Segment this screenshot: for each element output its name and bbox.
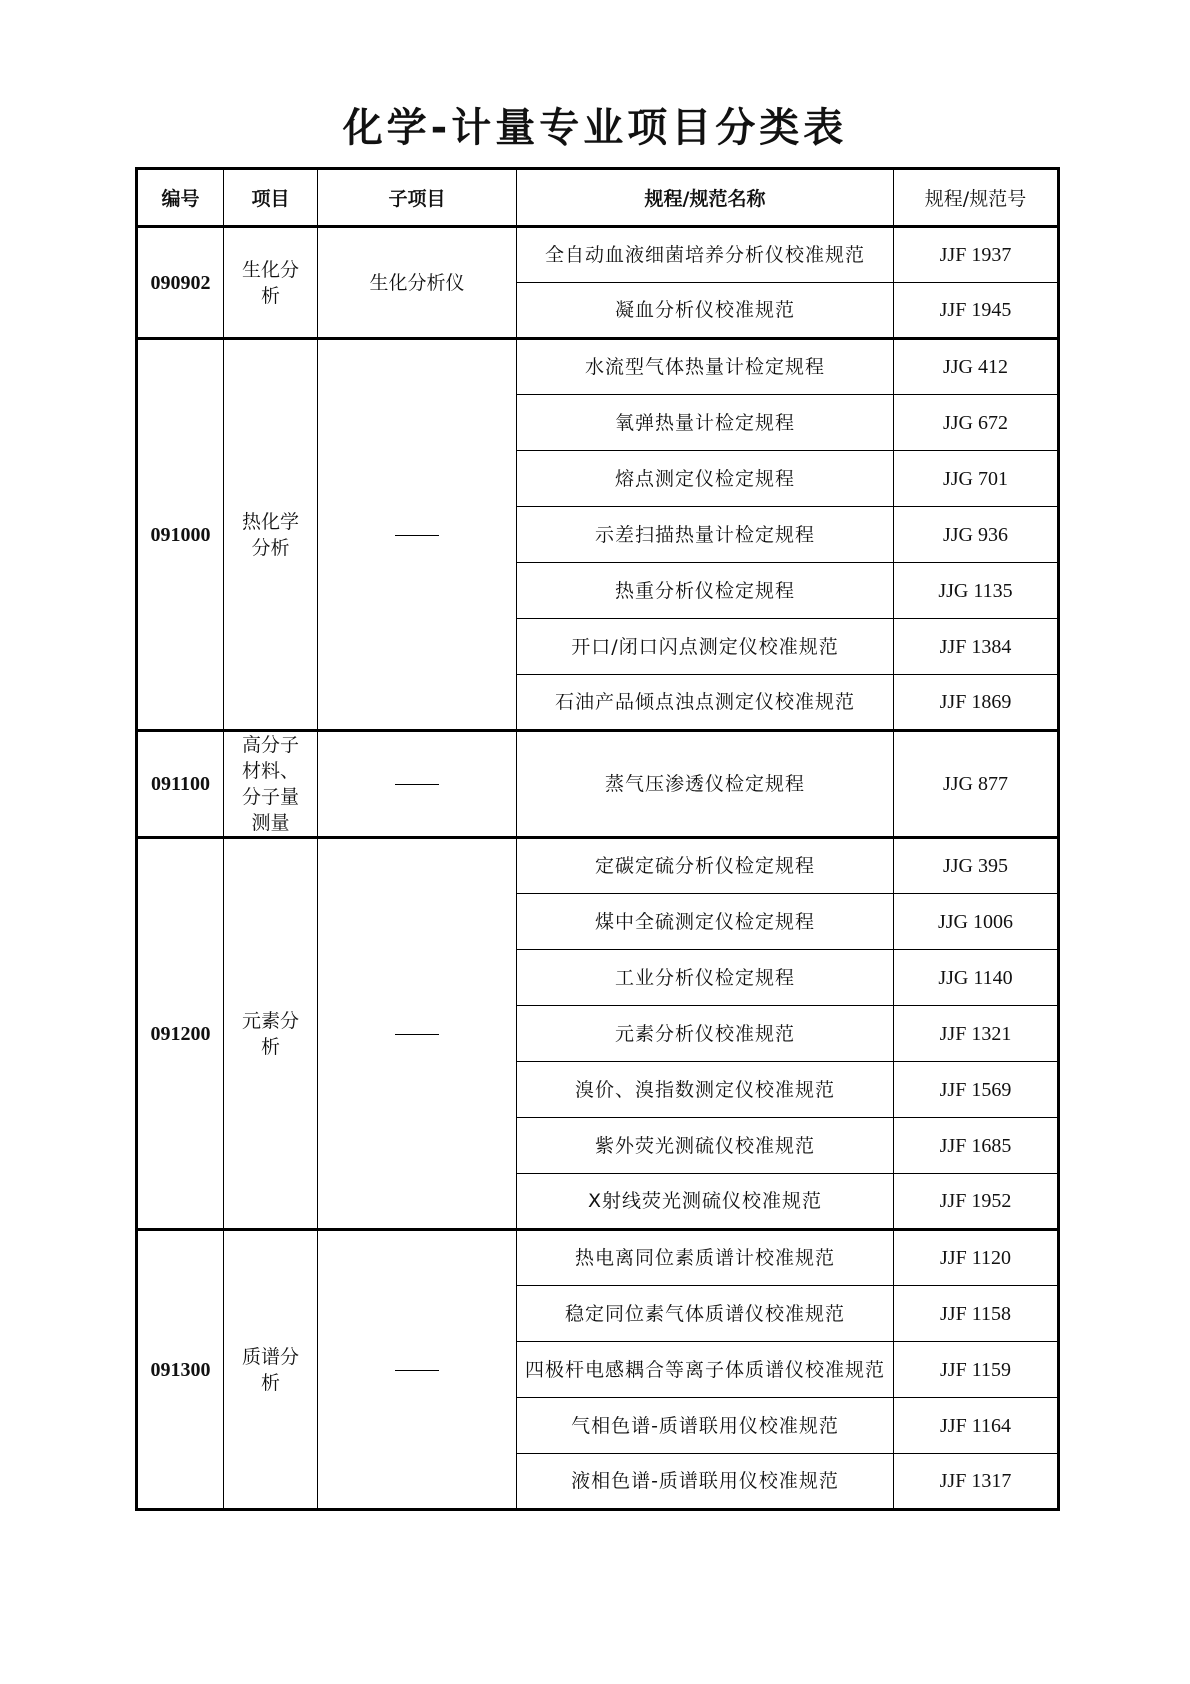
group-subitem [318, 731, 517, 838]
standard-name: 液相色谱-质谱联用仪校准规范 [517, 1454, 894, 1510]
standard-name: 热电离同位素质谱计校准规范 [517, 1230, 894, 1286]
group-subitem [318, 1230, 517, 1510]
group-item [224, 1230, 318, 1510]
standard-name: 示差扫描热量计检定规程 [517, 507, 894, 563]
group-subitem [318, 838, 517, 1230]
standard-number: JJF 1317 [894, 1454, 1059, 1510]
classification-table [135, 167, 1060, 1511]
standard-number: JJF 1869 [894, 675, 1059, 731]
standard-number: JJG 1135 [894, 563, 1059, 619]
standard-name: X射线荧光测硫仪校准规范 [517, 1174, 894, 1230]
group-item-text: 生化分析 [241, 258, 299, 307]
standard-number: JJF 1569 [894, 1062, 1059, 1118]
header-number: 规程/规范号 [894, 169, 1059, 227]
standard-number: JJG 936 [894, 507, 1059, 563]
standard-number: JJG 877 [894, 731, 1059, 838]
standard-name: 元素分析仪校准规范 [517, 1006, 894, 1062]
table-row [137, 1230, 1059, 1286]
header-subitem: 子项目 [318, 169, 517, 227]
group-code: 091300 [137, 1230, 224, 1510]
group-code: 090902 [137, 227, 224, 339]
standard-name: 全自动血液细菌培养分析仪校准规范 [517, 227, 894, 283]
group-item-text: 热化学分析 [241, 510, 299, 559]
standard-name: 紫外荧光测硫仪校准规范 [517, 1118, 894, 1174]
header-name: 规程/规范名称 [517, 169, 894, 227]
table-row [137, 838, 1059, 894]
standard-number: JJG 412 [894, 339, 1059, 395]
group-code: 091200 [137, 838, 224, 1230]
standard-name: 工业分析仪检定规程 [517, 950, 894, 1006]
table-body [137, 227, 1059, 1510]
standard-number: JJG 1006 [894, 894, 1059, 950]
standard-number: JJF 1159 [894, 1342, 1059, 1398]
group-item-text: 高分子材料、分子量测量 [241, 734, 299, 834]
standard-number: JJG 395 [894, 838, 1059, 894]
standard-name: 凝血分析仪校准规范 [517, 283, 894, 339]
standard-name: 熔点测定仪检定规程 [517, 451, 894, 507]
standard-name: 定碳定硫分析仪检定规程 [517, 838, 894, 894]
group-subitem: 生化分析仪 [318, 227, 517, 339]
dash-placeholder [395, 784, 439, 785]
group-item [224, 339, 318, 731]
table-row [137, 731, 1059, 838]
page-title: 化学-计量专业项目分类表 [342, 105, 848, 151]
standard-number: JJG 1140 [894, 950, 1059, 1006]
standard-number: JJG 672 [894, 395, 1059, 451]
dash-placeholder [395, 1034, 439, 1035]
standard-number: JJF 1952 [894, 1174, 1059, 1230]
standard-name: 稳定同位素气体质谱仪校准规范 [517, 1286, 894, 1342]
standard-number: JJF 1164 [894, 1398, 1059, 1454]
header-code: 编号 [137, 169, 224, 227]
header-item: 项目 [224, 169, 318, 227]
standard-number: JJF 1120 [894, 1230, 1059, 1286]
standard-number: JJF 1321 [894, 1006, 1059, 1062]
standard-name: 水流型气体热量计检定规程 [517, 339, 894, 395]
standard-number: JJF 1158 [894, 1286, 1059, 1342]
standard-name: 热重分析仪检定规程 [517, 563, 894, 619]
standard-name: 蒸气压渗透仪检定规程 [517, 731, 894, 838]
group-item [224, 227, 318, 339]
group-item-text: 元素分析 [241, 1009, 299, 1058]
standard-number: JJG 701 [894, 451, 1059, 507]
header-row [137, 169, 1059, 227]
standard-number: JJF 1384 [894, 619, 1059, 675]
standard-name: 四极杆电感耦合等离子体质谱仪校准规范 [517, 1342, 894, 1398]
standard-name: 煤中全硫测定仪检定规程 [517, 894, 894, 950]
dash-placeholder [395, 535, 439, 536]
standard-name: 开口/闭口闪点测定仪校准规范 [517, 619, 894, 675]
group-code: 091000 [137, 339, 224, 731]
group-item [224, 838, 318, 1230]
table-row [137, 339, 1059, 395]
standard-number: JJF 1945 [894, 283, 1059, 339]
dash-placeholder [395, 1370, 439, 1371]
standard-name: 溴价、溴指数测定仪校准规范 [517, 1062, 894, 1118]
standard-number: JJF 1685 [894, 1118, 1059, 1174]
standard-number: JJF 1937 [894, 227, 1059, 283]
table-row [137, 227, 1059, 283]
standard-name: 石油产品倾点浊点测定仪校准规范 [517, 675, 894, 731]
group-item [224, 731, 318, 838]
group-subitem [318, 339, 517, 731]
group-code: 091100 [137, 731, 224, 838]
standard-name: 氧弹热量计检定规程 [517, 395, 894, 451]
standard-name: 气相色谱-质谱联用仪校准规范 [517, 1398, 894, 1454]
group-item-text: 质谱分析 [241, 1345, 299, 1394]
